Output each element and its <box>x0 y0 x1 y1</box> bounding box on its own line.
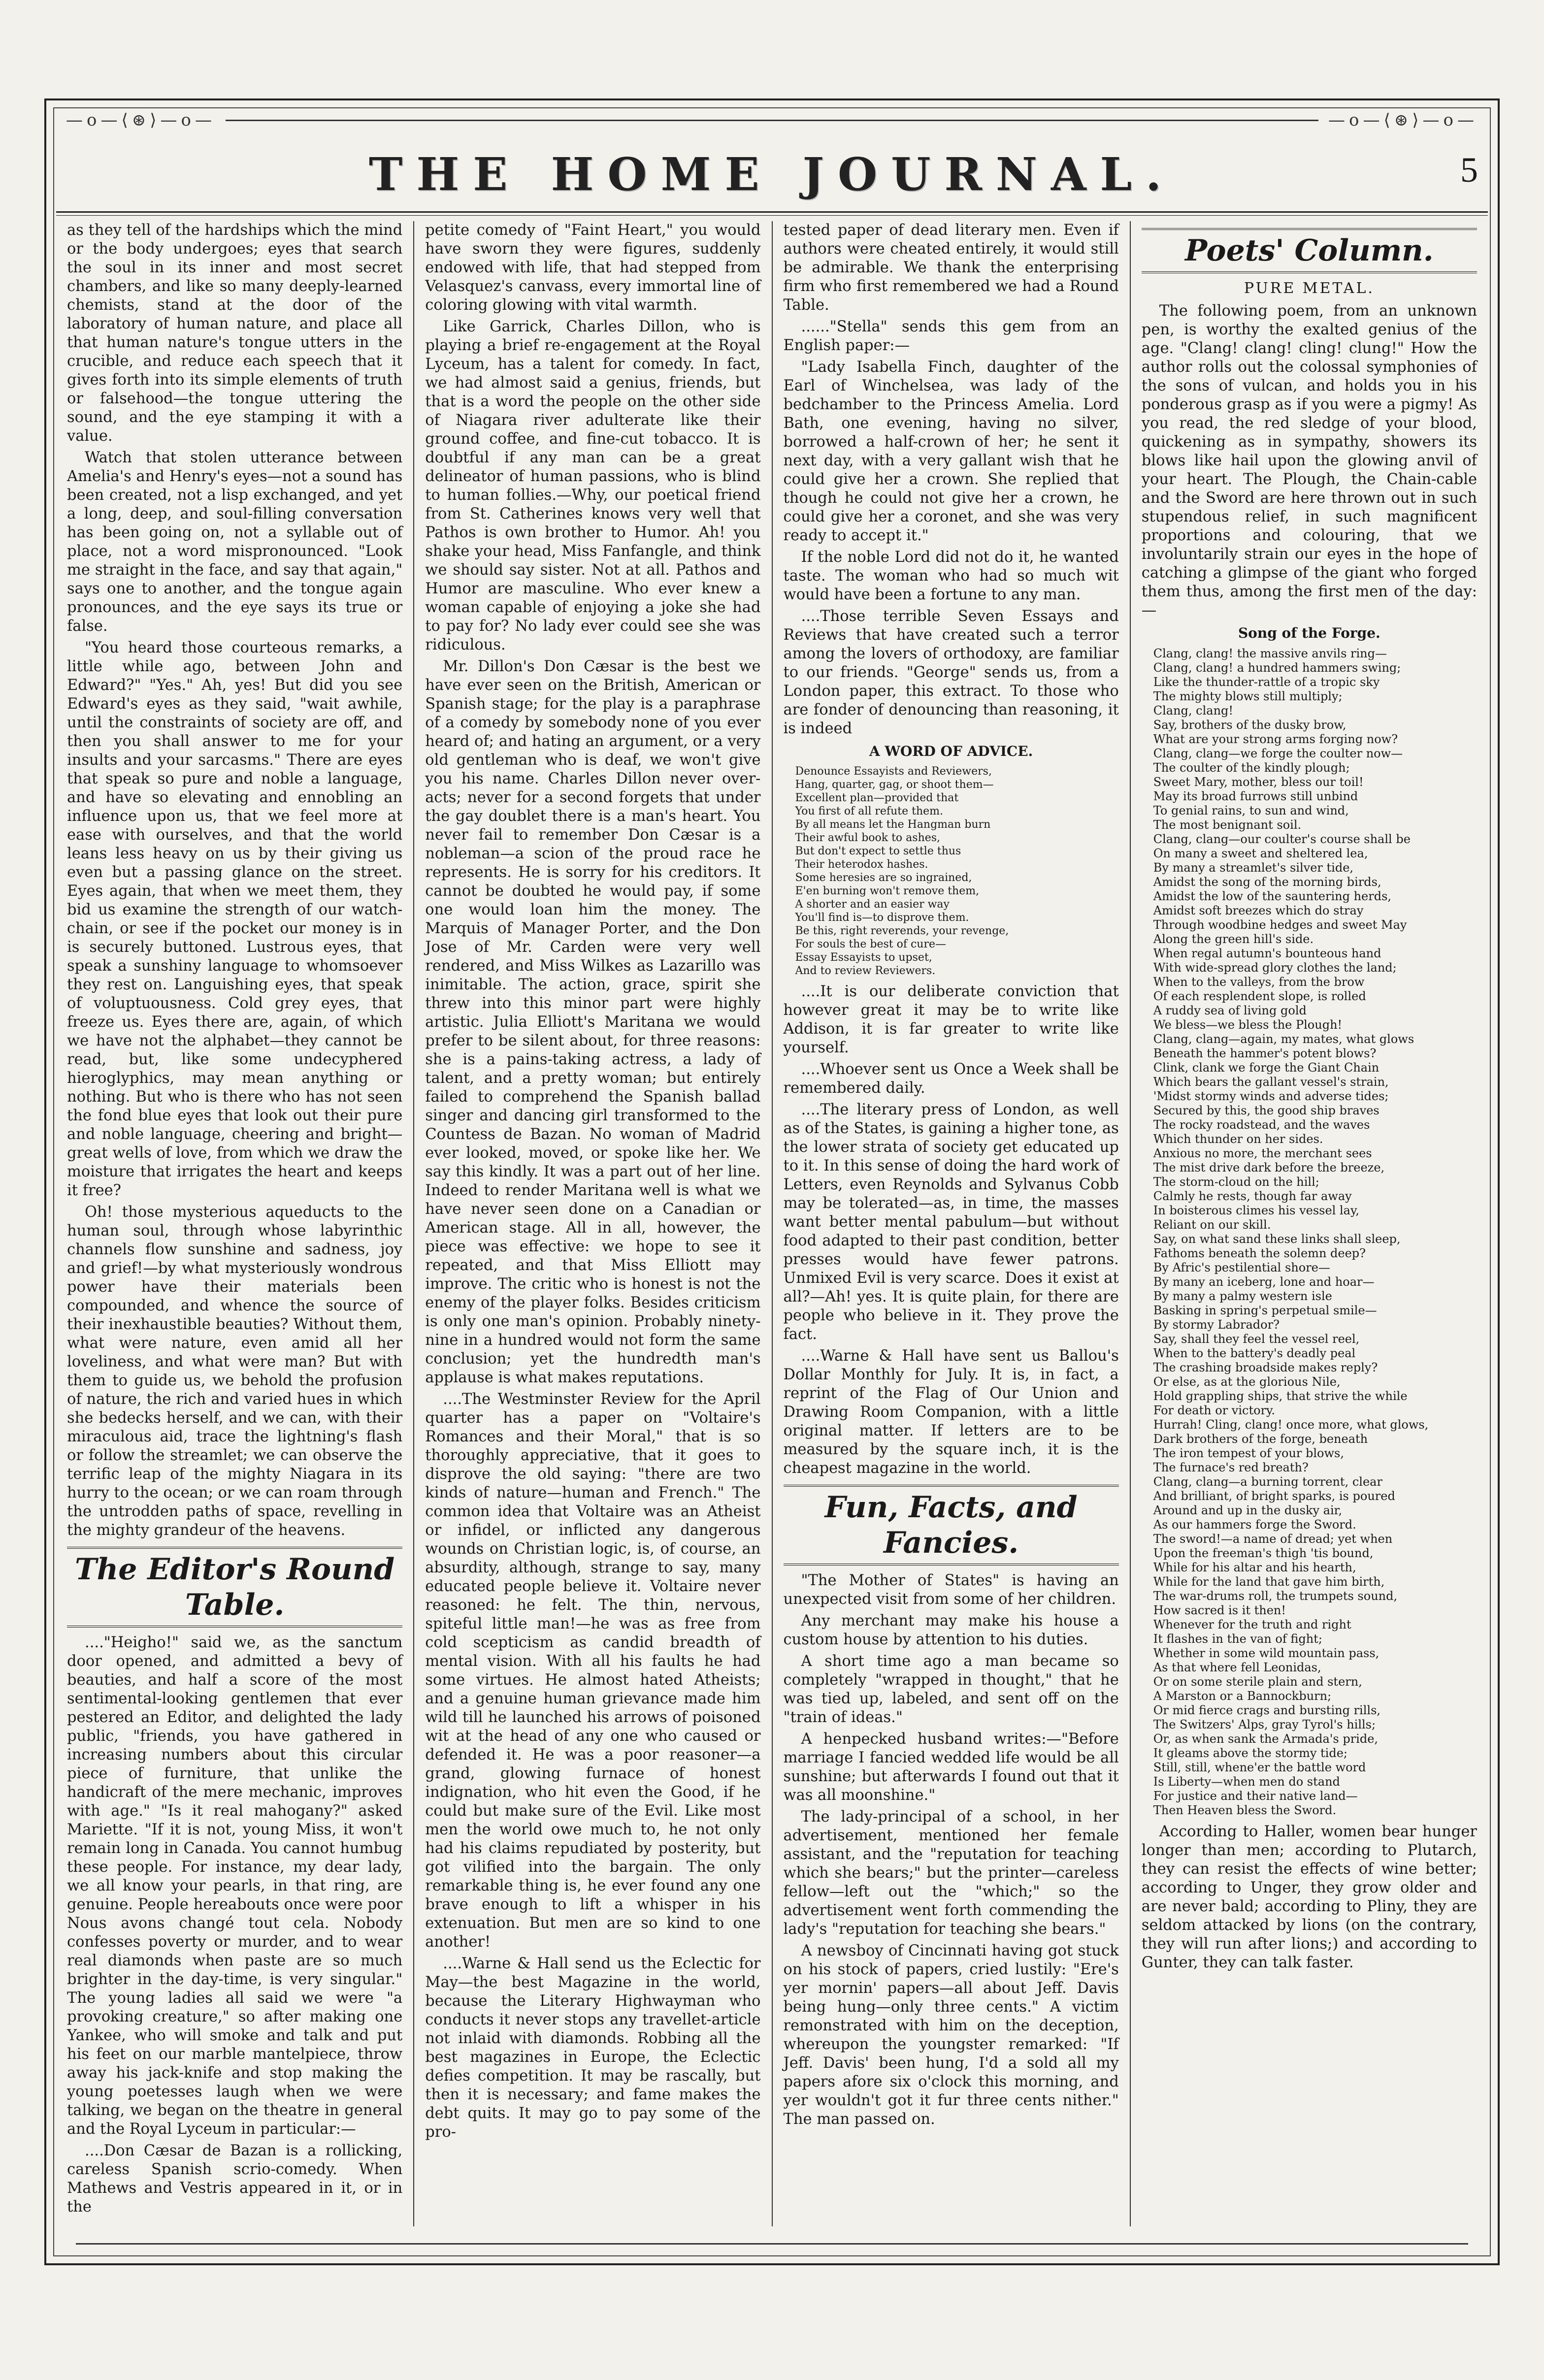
poem-subheading: PURE METAL. <box>1244 280 1375 297</box>
paragraph: "You heard those courteous remarks, a little while ago, between John and Edward?" "Yes." Ah, yes! But did you see Edward's eyes as they said, "wait awhile, until the constraints of society are off, and then you shall answer to me for your insults and your sarcasms." There are eyes that speak so pure and noble a language, and have so elevating and ennobling an influence upon us, that we feel more at ease with ourselves, and that the world leans less heavy on us by their giving us even but a passing glance on the street. Eyes again, that when we meet them, they bid us examine the strength of our watch-chain, or see if the pocket our money is in is securely buttoned. Lustrous eyes, that speak a sunshiny language to whomsoever they rest on. Languishing eyes, that speak of voluptuousness. Cold grey eyes, that freeze us. Eyes there are, again, of which we have not the alphabet—they cannot be read, but, like some undecyphered hieroglyphics, may mean anything or nothing. But who is there who has not seen the fond blue eyes that look out their pure and noble language, cheering and bright—great wells of love, from which we draw the moisture that irrigates the heart and keeps it free? <box>67 639 403 1199</box>
verse-line: Clang, clang—again, my mates, what glows <box>1153 1032 1414 1046</box>
verse-line: The rocky roadstead, and the waves <box>1153 1118 1370 1132</box>
verse-line: Say, on what sand these links shall sleep, <box>1153 1232 1401 1246</box>
verse-line: Of each resplendent slope, is rolled <box>1153 989 1366 1003</box>
verse-line: Secured by this, the good ship braves <box>1153 1104 1380 1117</box>
verse-line: Like the thunder-rattle of a tropic sky <box>1153 675 1380 689</box>
paragraph: ....The Westminster Review for the April quarter has a paper on "Voltaire's Romances and their Moral," that is so thoroughly appreciative, that it goes to disprove the old saying: "there are two kinds of nature—human and French." The common idea that Voltaire was an Atheist or infidel, or inflicted any dangerous wounds on Christian logic, is, of course, an absurdity, although, strange to say, many educated people believe it. Voltaire never reasoned: he felt. The thin, nervous, spiteful little man!—he was as free from cold scepticism as candid breadth of mental vision. With all his faults he had some virtues. He almost hated Atheists; and a genuine human grievance made him wild till he launched his arrows of poisoned wit at the head of any one who caused or defended it. He was a poor reasoner—a grand, glowing furnace of honest indignation, who hit even the Good, if he could but make sure of the Evil. Like most men the world owe much to, he not only had his claims repudiated by posterity, but got vilified into the bargain. The only remarkable thing is, he ever found any one brave enough to lift a whisper in his extenuation. But men are so kind to one another! <box>425 1391 761 1951</box>
top-ornament-row <box>66 110 1478 130</box>
verse-line: Hold grappling ships, that strive the while <box>1153 1389 1408 1403</box>
verse-line: The storm-cloud on the hill; <box>1153 1175 1319 1189</box>
verse-line: Dark brothers of the forge, beneath <box>1153 1432 1368 1446</box>
paragraph: The following poem, from an unknown pen, is worthy the exalted genius of the age. "Clang! clang! cling! clung!" How the author rolls out the colossal symphonies of the sons of vulcan, and holds you in his ponderous grasp as if you were a pigmy! As you read, the red sledge of your blood, quickening as in sympathy, showers its blows like hail upon the glowing anvil of your heart. The Plough, the Chain-cable and the Sword are here thrown out in such stupendous relief, in such magnificent proportions and colouring, that we involuntarily strain our eyes in the hope of catching a glimpse of the giant who forged them thus, among the first men of the day:— <box>1141 302 1477 619</box>
verse-line: By many a palmy western isle <box>1153 1289 1332 1303</box>
paragraph: A newsboy of Cincinnati having got stuck on his stock of papers, cried lustily: "Ere's yer mornin' papers—all about Jeff. Davis being hung—only three cents." A victim remonstrated with him on the deception, whereupon the youngster remarked: "If Jeff. Davis' been hung, I'd a sold all my papers afore six o'clock this morning, and yer wouldn't got it fur three cents nither." The man passed on. <box>783 1942 1119 2128</box>
verse-line: Clang, clang! a hundred hammers swing; <box>1153 661 1401 675</box>
verse-line: What are your strong arms forging now? <box>1153 732 1398 746</box>
verse-line: Whenever for the truth and right <box>1153 1618 1351 1631</box>
column-4 <box>1131 221 1488 2226</box>
paragraph: ....The literary press of London, as well as of the States, is gaining a higher tone, as the lower strata of society get educated up to it. In this sense of doing the hard work of Letters, even Reynolds and Sylvanus Cobb may be tolerated—as, in time, the masses want better mental pabulum—but without food adapted to their past condition, better presses would have fewer patrons. Unmixed Evil is very scarce. Does it exist at all?—Ah! yes. It is quite plain, for there are people who believe in it. They prove the fact. <box>783 1101 1119 1343</box>
left-ornament: —o—⟨⊛⟩—o— <box>66 110 216 130</box>
verse-line: As our hammers forge the Sword. <box>1153 1518 1356 1532</box>
section-heading-poets-column: Poets' Column. <box>1142 228 1477 273</box>
verse-line: A Marston or a Bannockburn; <box>1153 1689 1332 1703</box>
section-heading-editors-round-table: The Editor's Round Table. <box>67 1547 402 1628</box>
paragraph: ....Don Cæsar de Bazan is a rollicking, careless Spanish scrio-comedy. When Mathews and Vestris appeared in it, or in the <box>67 2142 403 2216</box>
verse-line: For death or victory. <box>1153 1403 1276 1417</box>
verse-line: Clang, clang—our coulter's course shall be <box>1153 832 1411 846</box>
verse-line: Through woodbine hedges and sweet May <box>1153 918 1407 932</box>
paragraph: A henpecked husband writes:—"Before marriage I fancied wedded life would be all sunshine; but afterwards I found out that it was all moonshine." <box>783 1730 1119 1804</box>
bottom-ornament-row <box>66 2234 1478 2253</box>
verse-line: By all means let the Hangman burn <box>795 818 991 831</box>
verse-line: Hurrah! Cling, clang! once more, what glows, <box>1153 1418 1429 1432</box>
verse-line: Clang, clang! the massive anvils ring— <box>1153 647 1387 660</box>
verse-line: Amidst the low of the sauntering herds, <box>1153 889 1392 903</box>
forge-poem <box>1142 647 1477 1818</box>
verse-line: Calmly he rests, though far away <box>1153 1189 1352 1203</box>
verse-line: For justice and their native land— <box>1153 1789 1358 1803</box>
verse-line: Or on some sterile plain and stern, <box>1153 1675 1362 1689</box>
paragraph: According to Haller, women bear hunger longer than men; according to Plutarch, they can resist the effects of wine better; according to Unger, they grow older and are never bald; according to Pliny, they are seldom attacked by lions (on the contrary, they will run after lions;) and according to Gunter, they can talk faster. <box>1141 1823 1477 1971</box>
verse-line: To genial rains, to sun and wind, <box>1153 804 1349 817</box>
paragraph: petite comedy of "Faint Heart," you would have sworn they were figures, suddenly endowed with life, that had stepped from Velasquez's canvass, every immortal line of coloring glowing with vital warmth. <box>425 222 761 314</box>
verse-line: Essay Essayists to upset, <box>795 951 932 964</box>
verse-line: Which thunder on her sides. <box>1153 1132 1323 1146</box>
verse-line: Is Liberty—when men do stand <box>1153 1775 1340 1789</box>
verse-line: Excellent plan—provided that <box>795 792 959 804</box>
verse-line: The war-drums roll, the trumpets sound, <box>1153 1589 1398 1603</box>
verse-line: The iron tempest of your blows, <box>1153 1446 1344 1460</box>
verse-line: By Afric's pestilential shore— <box>1153 1261 1330 1274</box>
verse-line: Say, shall they feel the vessel reel, <box>1153 1332 1360 1346</box>
verse-line: Anxious no more, the merchant sees <box>1153 1146 1372 1160</box>
verse-line: By many an iceberg, lone and hoar— <box>1153 1275 1375 1289</box>
verse-line: Amidst the song of the morning birds, <box>1153 875 1381 889</box>
verse-line: But don't expect to settle thus <box>795 845 961 857</box>
column-1 <box>56 221 414 2226</box>
paragraph: ....Warne & Hall have sent us Ballou's Dollar Monthly for July. It is, in fact, a reprint of the Flag of Our Union and Drawing Room Companion, with a little original matter. If letters are to be measured by the square inch, it is the cheapest magazine in the world. <box>783 1347 1119 1477</box>
verse-line: The mist drive dark before the breeze, <box>1153 1161 1385 1174</box>
verse-line: Or mid fierce crags and bursting rills, <box>1153 1703 1381 1717</box>
verse-line: Then Heaven bless the Sword. <box>1153 1803 1337 1817</box>
verse-line: The furnace's red breath? <box>1153 1461 1309 1474</box>
paragraph: A short time ago a man became so completely "wrapped in thought," that he was tied up, labeled, and sent off on the "train of ideas." <box>783 1653 1119 1726</box>
paragraph: Mr. Dillon's Don Cæsar is the best we have ever seen on the British, American or Spanish stage; for the play is a paraphrase of a comedy by somebody none of you ever heard of; and hating an argument, or a very old gentleman who is deaf, we won't give you his name. Charles Dillon never over-acts; never for a second forgets that under the gay doublet there is a man's heart. You never fail to remember Don Cæsar is a nobleman—a scion of the proud race he represents. He is sorry for his creditors. It cannot be doubted he would pay, if some one would loan him the money. The Marquis of Manager Porter, and the Don Jose of Mr. Carden were very well rendered, and Miss Wilkes as Lazarillo was inimitable. The action, grace, spirit she threw into this minor part were highly artistic. Julia Elliott's Maritana we would prefer to be silent about, for three reasons: she is a pains-taking actress, a lady of talent, and a pretty woman; but entirely failed to comprehend the Spanish ballad singer and dancing girl transformed to the Countess de Bazan. No woman of Madrid ever looked, moved, or spoke like her. We say this kindly. It was a part out of her line. Indeed to render Maritana well is what we have never seen done on a Canadian or American stage. All in all, however, the piece was effective: we hope to see it repeated, and that Miss Elliott may improve. The critic who is honest is not the enemy of the player folks. Besides criticism is only one man's opinion. Probably ninety-nine in a hundred would not form the same conclusion; yet the hundredth man's applause is what makes reputations. <box>425 658 761 1386</box>
verse-line: By stormy Labrador? <box>1153 1318 1280 1332</box>
verse-line: Their heterodox hashes. <box>795 858 928 871</box>
verse-line: Upon the freeman's thigh 'tis bound, <box>1153 1546 1374 1560</box>
verse-line: Beneath the hammer's potent blows? <box>1153 1046 1377 1060</box>
verse-line: The crashing broadside makes reply? <box>1153 1361 1378 1374</box>
paragraph: Like Garrick, Charles Dillon, who is playing a brief re-engagement at the Royal Lyceum, has a talent for comedy. In fact, we had almost said a genius, friends, but that is a word the people on the other side of Niagara river adulterate like their ground coffee, and fine-cut tobacco. It is doubtful if any man can be a great delineator of human passions, who is blind to human follies.—Why, our poetical friend from St. Catherines knows very well that Pathos is own brother to Humor. Ah! you shake your head, Miss Fanfangle, and think we should say sister. Not at all. Pathos and Humor are masculine. Who ever knew a woman capable of enjoying a joke she had to pay for? No lady ever could see she was ridiculous. <box>425 318 761 653</box>
paragraph: "The Mother of States" is having an unexpected visit from some of her children. <box>783 1572 1119 1608</box>
verse-line: The mighty blows still multiply; <box>1153 689 1343 703</box>
verse-line: Say, brothers of the dusky brow, <box>1153 718 1347 732</box>
columns <box>56 221 1488 2226</box>
paragraph: The lady-principal of a school, in her advertisement, mentioned her female assistant, and the "reputation for teaching which she bears;" but the printer—careless fellow—left out the "which;" so the advertisement went forth commending the lady's "reputation for teaching she bears." <box>783 1808 1119 1938</box>
paragraph: If the noble Lord did not do it, he wanted taste. The woman who had so much wit would have been a fortune to any man. <box>783 549 1119 603</box>
verse-line: When to the valleys, from the brow <box>1153 975 1365 989</box>
masthead-rule <box>56 211 1488 216</box>
paragraph: tested paper of dead literary men. Even if authors were cheated entirely, it would still be admirable. We thank the enterprising firm who first remembered we had a Round Table. <box>783 222 1119 314</box>
verse-line: Sweet Mary, mother, bless our toil! <box>1153 775 1364 789</box>
verse-line: When regal autumn's bounteous hand <box>1153 946 1381 960</box>
verse-line: Around and up in the dusky air, <box>1153 1503 1343 1517</box>
verse-line: Reliant on our skill. <box>1153 1218 1271 1232</box>
verse-line: Which bears the gallant vessel's strain, <box>1153 1075 1389 1089</box>
verse-line: The sword!—a name of dread; yet when <box>1153 1532 1393 1546</box>
verse-line: Some heresies are so ingrained, <box>795 872 972 884</box>
verse-line: A shorter and an easier way <box>795 898 950 911</box>
verse-line: Clink, clank we forge the Giant Chain <box>1153 1061 1380 1075</box>
verse-line: And brilliant, of bright sparks, is poured <box>1153 1489 1395 1503</box>
verse-line: Clang, clang—we forge the coulter now— <box>1153 747 1403 760</box>
verse-line: Clang, clang! <box>1153 704 1234 717</box>
verse-line: 'Midst stormy winds and adverse tides; <box>1153 1089 1389 1103</box>
paragraph: ....Those terrible Seven Essays and Reviews that have created such a terror among the lovers of orthodoxy, are familiar to our friends. "George" sends us, from a London paper, this extract. To those who are fonder of denouncing than reasoning, it is indeed <box>783 608 1119 737</box>
verse-line: Fathoms beneath the solemn deep? <box>1153 1246 1366 1260</box>
verse-line: While for his altar and his hearth, <box>1153 1561 1356 1574</box>
paragraph: Any merchant may make his house a custom house by attention to his duties. <box>783 1612 1119 1648</box>
page-number: 5 <box>1460 150 1478 190</box>
ornament-rule <box>76 2243 1468 2245</box>
verse-line: Basking in spring's perpetual smile— <box>1153 1304 1377 1317</box>
verse-line: The Switzers' Alps, gray Tyrol's hills; <box>1153 1718 1376 1731</box>
verse-line: For souls the best of cure— <box>795 938 946 950</box>
verse-line: Along the green hill's side. <box>1153 932 1314 946</box>
verse-line: And to review Reviewers. <box>795 965 936 977</box>
poem-title: A WORD OF ADVICE. <box>869 743 1033 759</box>
paragraph: ....It is our deliberate conviction that however great it may be to write like Addison, it is far greater to write like yourself. <box>783 983 1119 1056</box>
verse-line: Their awful book to ashes, <box>795 832 941 844</box>
masthead-title: THE HOME JOURNAL. <box>368 148 1176 201</box>
verse-line: The coulter of the kindly plough; <box>1153 761 1350 775</box>
verse-line: It gleams above the stormy tide; <box>1153 1746 1348 1760</box>
verse-line: Whether in some wild mountain pass, <box>1153 1646 1380 1660</box>
verse-line: You'll find is—to disprove them. <box>795 912 969 924</box>
verse-line: It flashes in the van of fight; <box>1153 1632 1322 1646</box>
verse-line: Clang, clang—a burning torrent, clear <box>1153 1475 1382 1489</box>
verse-line: With wide-spread glory clothes the land; <box>1153 961 1397 975</box>
section-heading-fun-facts-fancies: Fun, Facts, and Fancies. <box>784 1485 1119 1565</box>
verse-line: Denounce Essayists and Reviewers, <box>795 765 992 778</box>
verse-line: A ruddy sea of living gold <box>1153 1004 1307 1017</box>
verse-line: When to the battery's deadly peal <box>1153 1346 1356 1360</box>
column-2 <box>414 221 772 2226</box>
ornament-rule <box>226 120 1318 121</box>
verse-line: You first of all refute them. <box>795 805 943 817</box>
paragraph: ...."Heigho!" said we, as the sanctum door opened, and admitted a bevy of beauties, and half a score of the most sentimental-looking gentlemen that ever pestered an Editor, and delighted the lady public, "friends, you have gathered in increasing numbers about this circular piece of furniture, that unlike the handicraft of the mere mechanic, improves with age." "Is it real mahogany?" asked Mariette. "If it is not, young Miss, it won't remain long in Canada. You cannot humbug these people. For instance, my dear lady, we all know your pearls, in that ring, are genuine. People hereabouts once were poor Nous avons changé tout cela. Nobody confesses poverty or murder, and to wear real diamonds when paste are so much brighter in the day-time, is very singular." The young ladies all said we were "a provoking creature," so after making one Yankee, who will smoke and talk and put his feet on our marble mantelpiece, throw away his jack-knife and stop making the young poetesses laugh when we were talking, we began on the theatre in general and the Royal Lyceum in particular:— <box>67 1634 403 2138</box>
paragraph: ....Whoever sent us Once a Week shall be remembered daily. <box>783 1061 1119 1097</box>
verse-line: Amidst soft breezes which do stray <box>1153 904 1364 917</box>
verse-line: Or else, as at the glorious Nile, <box>1153 1375 1341 1389</box>
verse-line: We bless—we bless the Plough! <box>1153 1018 1343 1032</box>
verse-line: The most benignant soil. <box>1153 818 1302 832</box>
paragraph: ......"Stella" sends this gem from an English paper:— <box>783 318 1119 354</box>
verse-line: By many a streamlet's silver tide, <box>1153 861 1354 875</box>
column-3 <box>773 221 1131 2226</box>
paragraph: ....Warne & Hall send us the Eclectic for May—the best Magazine in the world, because the Literary Highwayman who conducts it never stops any travellet-article not inlaid with diamonds. Robbing all the best magazines in Europe, the Eclectic defies competition. It may be rascally, but then it is necessary; and fame makes the debt quits. It may go to pay some of the pro- <box>425 1955 761 2141</box>
advice-poem <box>784 765 1119 978</box>
verse-line: E'en burning won't remove them, <box>795 885 980 897</box>
verse-line: On many a sweet and sheltered lea, <box>1153 847 1368 860</box>
verse-line: Still, still, whene'er the battle word <box>1153 1761 1366 1774</box>
paragraph: Oh! those mysterious aqueducts to the human soul, through whose labyrinthic channels flow sunshine and sadness, joy and grief!—by what mysteriously wondrous power have their materials been compounded, and whence the source of their inexhaustible beauties? Without them, what were nature, even amid all her loveliness, and what were man? But with them to guide us, we behold the profusion of nature, the rich and varied hues in which she bedecks herself, and we can, with their miraculous aid, trace the lightning's flash or follow the streamlet; we can observe the terrific leap of the mighty Niagara in its hurry to the ocean; or we can roam through the untrodden paths of space, revelling in the mighty grandeur of the heavens. <box>67 1204 403 1539</box>
newspaper-page <box>44 98 1500 2265</box>
verse-line: Be this, right reverends, your revenge, <box>795 925 1009 937</box>
paragraph: "Lady Isabella Finch, daughter of the Earl of Winchelsea, was lady of the bedchamber to the Princess Amelia. Lord Bath, one evening, having no silver, borrowed a half-crown of her; he sent it next day, with a very gallant wish that he could give her a crown. She replied that though he could not give her a crown, he could give her a coronet, and she was very ready to accept it." <box>783 359 1119 544</box>
right-ornament: —o—⟨⊛⟩—o— <box>1328 110 1478 130</box>
paragraph: as they tell of the hardships which the mind or the body undergoes; eyes that search the soul in its inner and most secret chambers, and like so many deeply-learned chemists, stand at the door of the laboratory of human nature, and place all that human nature's tongue utters in the crucible, and reduce each speech that it gives forth into its simple elements of truth or falsehood—the tongue uttering the sound, and the eye stamping it with a value. <box>67 222 403 445</box>
verse-line: Or, as when sank the Armada's pride, <box>1153 1732 1379 1746</box>
poem-title: Song of the Forge. <box>1238 625 1380 641</box>
verse-line: While for the land that gave him birth, <box>1153 1575 1385 1589</box>
verse-line: How sacred is it then! <box>1153 1603 1286 1617</box>
paragraph: Watch that stolen utterance between Amelia's and Henry's eyes—not a sound has been created, not a lisp exchanged, and yet a long, deep, and soul-filling conversation has been going on, not a syllable out of place, not a word mispronounced. "Look me straight in the face, and say that again," says one to another, and the tongue again pronounces, and the eye says its true or false. <box>67 449 403 635</box>
verse-line: Hang, quarter, gag, or shoot them— <box>795 779 994 791</box>
verse-line: As that where fell Leonidas, <box>1153 1661 1321 1674</box>
masthead <box>46 142 1498 206</box>
verse-line: In boisterous climes his vessel lay, <box>1153 1204 1359 1217</box>
verse-line: May its broad furrows still unbind <box>1153 789 1358 803</box>
